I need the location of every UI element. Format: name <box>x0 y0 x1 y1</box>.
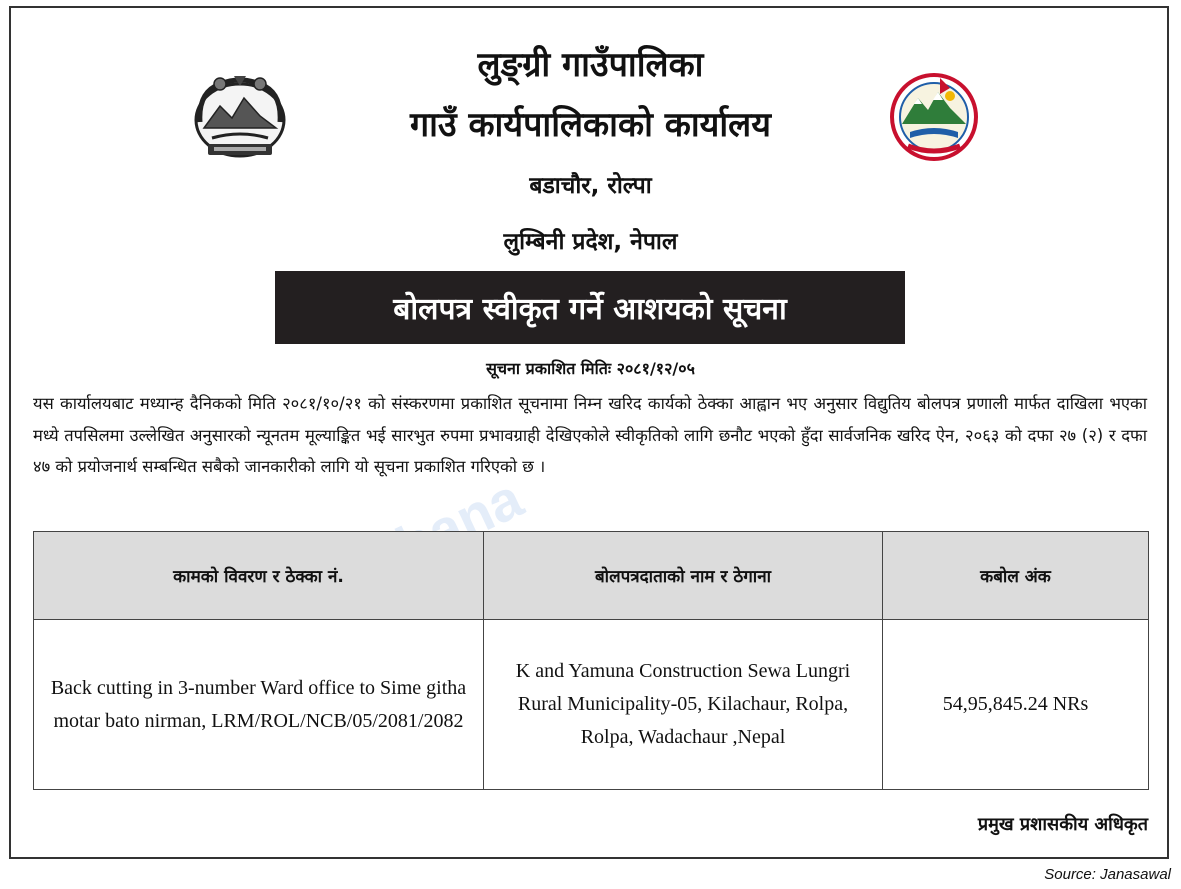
header-bid-amount: कबोल अंक <box>883 532 1149 620</box>
notice-title-banner <box>275 271 905 344</box>
table-row <box>34 620 1149 790</box>
notice-title: बोलपत्र स्वीकृत गर्ने आशयको सूचना <box>393 292 787 327</box>
office-name: गाउँ कार्यपालिकाको कार्यालय <box>410 105 771 145</box>
province-country: लुम्बिनी प्रदेश, नेपाल <box>503 229 678 255</box>
office-location: बडाचौर, रोल्पा <box>529 173 652 199</box>
notice-body: यस कार्यालयबाट मध्यान्ह दैनिकको मिति २०८१/१०/२१ को संस्करणमा प्रकाशित सूचनामा निम्न खरिद कार्यको ठेक्का आह्वान भए अनुसार विद्युतिय बोलपत्र प्रणाली मार्फत दाखिला भएका मध्ये तपसिलमा उल्लेखित अनुसारको न्यूनतम मूल्याङ्कित भई सारभुत रुपमा प्रभावग्राही देखिएकोले स्वीकृतिको लागि छनौट भएको हुँदा सार्वजनिक खरिद ऐन, २०६३ को दफा २७ (२) र दफा ४७ को प्रयोजनार्थ सम्बन्धित सबैको जानकारीको लागि यो सूचना प्रकाशित गरिएको छ । <box>33 394 1147 476</box>
tender-table <box>33 531 1149 790</box>
bid-amount-cell: 54,95,845.24 NRs <box>883 620 1149 790</box>
published-date: सूचना प्रकाशित मितिः २०८१/१२/०५ <box>486 359 695 378</box>
municipality-name: लुङ्ग्री गाउँपालिका <box>477 45 704 85</box>
table-header-row <box>34 532 1149 620</box>
signatory-title: प्रमुख प्रशासकीय अधिकृत <box>977 814 1148 835</box>
source-credit: Source: Janasawal <box>1044 866 1171 883</box>
work-description-cell: Back cutting in 3-number Ward office to Sime githa motar bato nirman, LRM/ROL/NCB/05/2081/2082 <box>34 620 484 790</box>
header-work-description: कामको विवरण र ठेक्का नं. <box>34 532 484 620</box>
bidder-cell: K and Yamuna Construction Sewa Lungri Rural Municipality-05, Kilachaur, Rolpa, Rolpa, Wadachaur ,Nepal <box>484 620 883 790</box>
header-bidder-name-address: बोलपत्रदाताको नाम र ठेगाना <box>484 532 883 620</box>
